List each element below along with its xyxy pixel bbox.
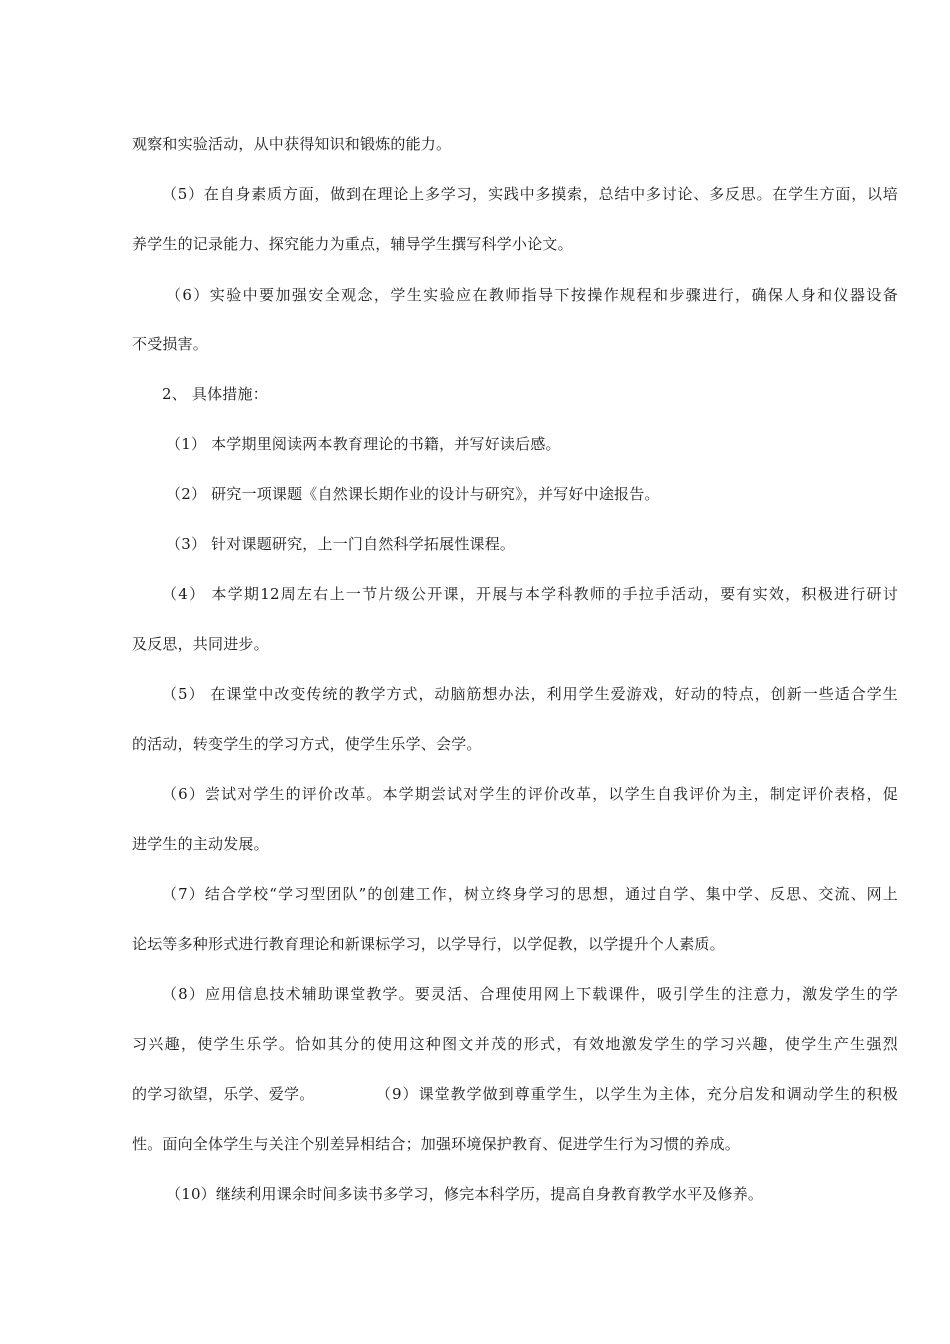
text-line: 习兴趣，使学生乐学。恰如其分的使用这种图文并茂的形式，有效地激发学生的学习兴趣，使学生产生强烈	[132, 1035, 898, 1053]
text-line: 不受损害。	[132, 335, 209, 353]
text-line: （7）结合学校“学习型团队”的创建工作，树立终身学习的思想，通过自学、集中学、反思、交流、网上	[162, 885, 898, 903]
text-line: 性。面向全体学生与关注个别差异相结合；加强环境保护教育、促进学生行为习惯的养成。	[132, 1135, 741, 1153]
text-line: 论坛等多种形式进行教育理论和新课标学习，以学导行，以学促教，以学提升个人素质。	[132, 935, 725, 953]
text-line: （6）实验中要加强安全观念，学生实验应在教师指导下按操作规程和步骤进行，确保人身和仪器设备	[166, 286, 898, 304]
text-line: （5）在自身素质方面，做到在理论上多学习，实践中多摸索，总结中多讨论、多反思。在学生方面，以培	[162, 185, 898, 203]
text-line: 的学习欲望，乐学、爱学。	[132, 1085, 315, 1103]
text-line: （9）课堂教学做到尊重学生，以学生为主体，充分启发和调动学生的积极	[376, 1085, 898, 1103]
text-line: （4） 本学期12周左右上一节片级公开课，开展与本学科教师的手拉手活动，要有实效，积极进行研讨	[162, 585, 898, 603]
text-line: 的活动，转变学生的学习方式，使学生乐学、会学。	[132, 735, 482, 753]
text-line: 进学生的主动发展。	[132, 835, 269, 853]
text-line: （8）应用信息技术辅助课堂教学。要灵活、合理使用网上下载课件，吸引学生的注意力，激发学生的学	[162, 985, 898, 1003]
section-heading: 2、 具体措施：	[162, 385, 268, 403]
text-line: （1） 本学期里阅读两本教育理论的书籍，并写好读后感。	[166, 435, 561, 453]
text-line: （3） 针对课题研究，上一门自然科学拓展性课程。	[166, 535, 516, 553]
text-line: （6）尝试对学生的评价改革。本学期尝试对学生的评价改革，以学生自我评价为主，制定评价表格，促	[162, 785, 898, 803]
text-line: （10）继续利用课余时间多读书多学习，修完本科学历，提高自身教育教学水平及修养。	[166, 1185, 764, 1203]
text-line: 及反思，共同进步。	[132, 635, 269, 653]
text-line: 养学生的记录能力、探究能力为重点，辅导学生撰写科学小论文。	[132, 235, 573, 253]
text-line: 观察和实验活动，从中获得知识和锻炼的能力。	[132, 135, 452, 153]
text-line: （5） 在课堂中改变传统的教学方式，动脑筋想办法，利用学生爱游戏，好动的特点，创新一些适合学生	[162, 685, 898, 703]
text-line: （2） 研究一项课题《自然课长期作业的设计与研究》，并写好中途报告。	[166, 485, 660, 503]
